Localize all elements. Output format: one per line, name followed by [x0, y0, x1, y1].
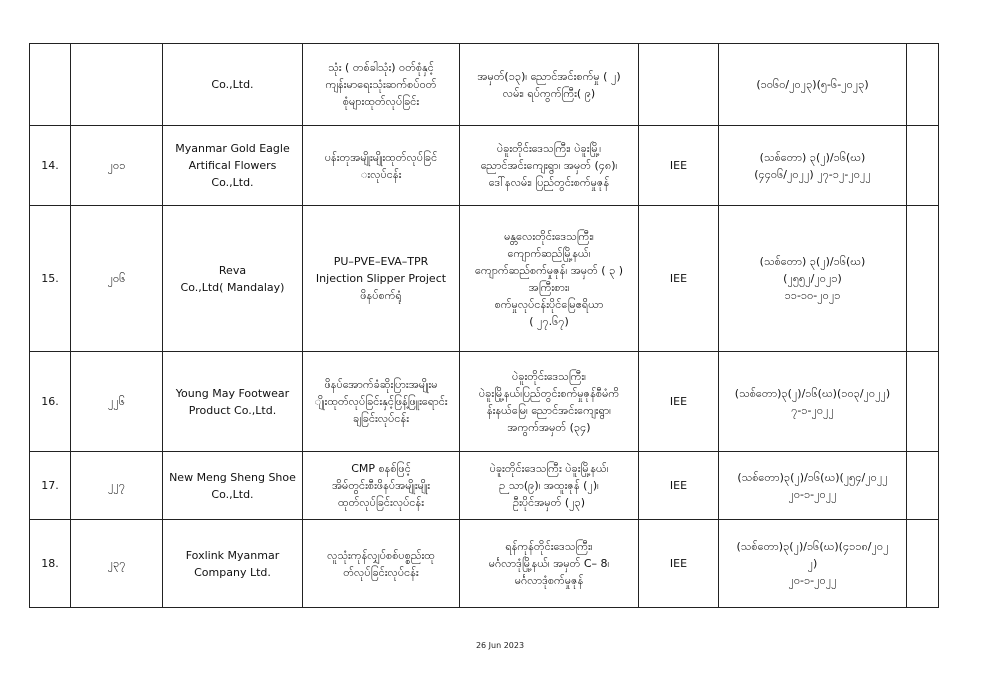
- business-location: [460, 520, 639, 608]
- report-category: IEE: [639, 452, 719, 520]
- row-code: ၂၂၇: [71, 452, 163, 520]
- business-activity-line: စုံများထုတ်လုပ်ခြင်း: [342, 95, 420, 108]
- remarks-cell: [907, 520, 939, 608]
- business-location-line: စက်မှုလုပ်ငန်းပိုင်မြေဧရိယာ: [494, 297, 604, 311]
- company-name: [163, 44, 303, 126]
- business-activity-line: းလုပ်ငန်း: [360, 167, 402, 181]
- permit-reference: [719, 44, 907, 126]
- permit-reference: [719, 520, 907, 608]
- report-category: IEE: [639, 126, 719, 206]
- company-name-line: Co.,Ltd.: [211, 78, 254, 91]
- remarks-cell: [907, 126, 939, 206]
- company-name-line: Co.,Ltd( Mandalay): [180, 280, 285, 294]
- permit-reference: [719, 206, 907, 352]
- company-name-line: Company Ltd.: [194, 565, 271, 579]
- business-location: [460, 352, 639, 452]
- business-activity: [303, 126, 460, 206]
- company-name-line: Young May Footwear: [175, 386, 290, 400]
- business-location-line: ဦးပိုင်အမှတ် (၂၃): [512, 496, 586, 509]
- business-activity-line: ဖိနပ်စက်ရုံ: [360, 289, 402, 302]
- remarks-cell: [907, 352, 939, 452]
- business-activity-line: ထုတ်လုပ်ခြင်းလုပ်ငန်း: [337, 496, 425, 509]
- company-name: [163, 452, 303, 520]
- row-code: ၂၀၆: [71, 206, 163, 352]
- report-category: [639, 44, 719, 126]
- business-activity-line: Injection Slipper Project: [315, 272, 447, 285]
- remarks-cell: [907, 44, 939, 126]
- row-number: 16.: [30, 352, 71, 452]
- company-name-line: Artifical Flowers Co.,Ltd.: [188, 159, 277, 189]
- report-category: IEE: [639, 520, 719, 608]
- business-activity-line: အိမ်တွင်းစီးဖိနပ်အမျိုးမျိုး: [331, 479, 431, 492]
- business-location-line: အကြီးစား၊: [528, 280, 570, 294]
- permit-reference: [719, 452, 907, 520]
- row-code: ၂၀၁: [71, 126, 163, 206]
- business-location-line: ညောင်အင်းကျေးရွာ၊ အမှတ် (၄၈)၊: [480, 159, 618, 172]
- company-name: [163, 126, 303, 206]
- business-location-line: ပဲခူးတိုင်းဒေသကြီး၊: [512, 369, 586, 383]
- report-category: IEE: [639, 206, 719, 352]
- table-row: [30, 352, 939, 452]
- permit-reference-line: ၂): [807, 557, 818, 570]
- business-activity-line: ချခြင်းလုပ်ငန်း: [352, 412, 410, 425]
- business-activity: [303, 520, 460, 608]
- business-location-line: ဒေါ်နလမ်း၊ ပြည်တွင်းစက်မှုဇုန်: [488, 176, 610, 189]
- permit-reference-line: ၇-၁-၂၀၂၂: [791, 403, 834, 417]
- permit-table: [29, 43, 939, 608]
- permit-reference: [719, 126, 907, 206]
- business-location-line: ( ၂၇.၆၇): [529, 314, 569, 328]
- permit-reference-line: (သစ်တော) ၃(၂)/၁၆(ဃ): [759, 255, 866, 268]
- business-location: [460, 206, 639, 352]
- business-location-line: ပဲခူးမြို့နယ်၊ပြည်တွင်းစက်မှုဇုန်စီမံကိ: [478, 386, 620, 400]
- company-name-line: Co.,Ltd.: [211, 487, 254, 501]
- row-code: ၂၂၆: [71, 352, 163, 452]
- business-location: [460, 44, 639, 126]
- business-activity-line: CMP စနစ်ဖြင့်: [351, 462, 411, 475]
- permit-reference-line: (သစ်တော)၃(၂)/၁၆(ဃ)(၁၀၃/၂၀၂၂): [734, 386, 891, 400]
- row-code: ၂၃၇: [71, 520, 163, 608]
- company-name: [163, 352, 303, 452]
- company-name-line: Myanmar Gold Eagle: [175, 142, 290, 155]
- business-activity-line: ျိုးထုတ်လုပ်ခြင်းနှင့်ဖြန့်ဖြူးရောင်း: [314, 395, 448, 408]
- company-name: [163, 520, 303, 608]
- permit-reference-line: (သစ်တော)၃(၂)/၁၆(ဃ)(၄၁၁၈/၂၀၂: [736, 540, 889, 553]
- permit-reference-line: ၂၀-၁-၂၀၂၂: [788, 487, 837, 501]
- company-name-line: Foxlink Myanmar: [185, 548, 280, 562]
- company-name-line: New Meng Sheng Shoe: [169, 470, 296, 484]
- business-location: [460, 126, 639, 206]
- business-activity: [303, 44, 460, 126]
- business-activity-line: ကျန်းမာရေးသုံးဆက်စပ်ဝတ်: [325, 78, 437, 91]
- business-location-line: ရန်ကုန်တိုင်းဒေသကြီး၊: [505, 540, 593, 553]
- permit-reference-line: ၁၁-၁၀-၂၀၂၁: [784, 289, 841, 302]
- business-location-line: မန္တလေးတိုင်းဒေသကြီး၊: [504, 229, 594, 243]
- business-location-line: ပဲခူးတိုင်းဒေသကြီး၊ ပဲခူးမြို့၊: [496, 142, 602, 155]
- row-code: [71, 44, 163, 126]
- permit-reference: [719, 352, 907, 452]
- business-location-line: ဉ သာ(၉)၊ အထူးဇုန် (၂)၊: [499, 479, 599, 492]
- row-number: [30, 44, 71, 126]
- business-activity-line: လူသုံးကုန်လျှပ်စစ်ပစ္စည်းထု: [327, 548, 435, 562]
- business-location-line: အကွက်အမှတ် (၃၄): [507, 420, 591, 434]
- company-name-line: Reva: [218, 263, 247, 277]
- table-row: [30, 44, 939, 126]
- business-activity: [303, 352, 460, 452]
- business-location-line: ကျောက်ဆည်မြို့နယ်၊: [507, 246, 591, 260]
- business-activity-line: ပန်းတုအမျိုးမျိုးထုတ်လုပ်ခြင်: [324, 150, 438, 164]
- permit-reference-line: (၄၄၀၆/၂၀၂၂) ၂၇-၁၂-၂၀၂၂: [754, 167, 871, 181]
- table-row: [30, 452, 939, 520]
- table-row: [30, 206, 939, 352]
- table-row: [30, 126, 939, 206]
- row-number: 14.: [30, 126, 71, 206]
- report-category: IEE: [639, 352, 719, 452]
- row-number: 17.: [30, 452, 71, 520]
- business-location-line: မင်္ဂလာဒုံမြို့နယ်၊ အမှတ် C– 8၊: [488, 557, 610, 570]
- business-activity-line: ဖိနပ်အောက်ခံဆိုးပြားအမျိုးမ: [324, 378, 438, 391]
- business-activity: [303, 452, 460, 520]
- permit-reference-line: (သစ်တော) ၃(၂)/၁၆(ဃ): [759, 150, 866, 164]
- business-location-line: န်းနယ်မြေ၊ ညောင်အင်းကျေးရွာ၊: [486, 403, 612, 417]
- table-row: [30, 520, 939, 608]
- business-location-line: အမှတ်(၁၃)၊ ညောင်အင်းစက်မှု ( ၂): [477, 69, 621, 83]
- row-number: 18.: [30, 520, 71, 608]
- page-footer-date: 26 Jun 2023: [475, 641, 525, 650]
- company-name-line: Product Co.,Ltd.: [188, 403, 277, 417]
- row-number: 15.: [30, 206, 71, 352]
- business-location-line: ပဲခူးတိုင်းဒေသကြီး ပဲခူးမြို့နယ်၊: [489, 462, 609, 475]
- business-location-line: လမ်း၊ ရပ်ကွက်ကြီး( ၉): [502, 86, 596, 100]
- permit-reference-line: (သစ်တော)၃(၂)/၁၆(ဃ)(၂၅၄/၂၀၂၂: [737, 470, 888, 484]
- business-location-line: မင်္ဂလာဒုံစက်မှုဇုန်: [514, 574, 584, 587]
- business-activity-line: သုံး ( တစ်ခါသုံး) ဝတ်စုံနှင့်: [328, 61, 434, 74]
- remarks-cell: [907, 452, 939, 520]
- company-name: [163, 206, 303, 352]
- business-activity: [303, 206, 460, 352]
- permit-reference-line: (၂၅၅၂/၂၀၂၁): [783, 272, 842, 285]
- business-activity-line: PU–PVE–EVA–TPR: [333, 255, 429, 268]
- remarks-cell: [907, 206, 939, 352]
- permit-reference-line: (၁၀၆၀/၂၀၂၃)(၅-၆-၂၀၂၃): [756, 78, 869, 91]
- business-location-line: ကျောက်ဆည်စက်မှုဇုန်၊ အမှတ် ( ၃ ): [474, 263, 624, 277]
- permit-reference-line: ၂၀-၁-၂၀၂၂: [788, 574, 837, 587]
- business-activity-line: တ်လုပ်ခြင်းလုပ်ငန်း: [343, 565, 419, 579]
- business-location: [460, 452, 639, 520]
